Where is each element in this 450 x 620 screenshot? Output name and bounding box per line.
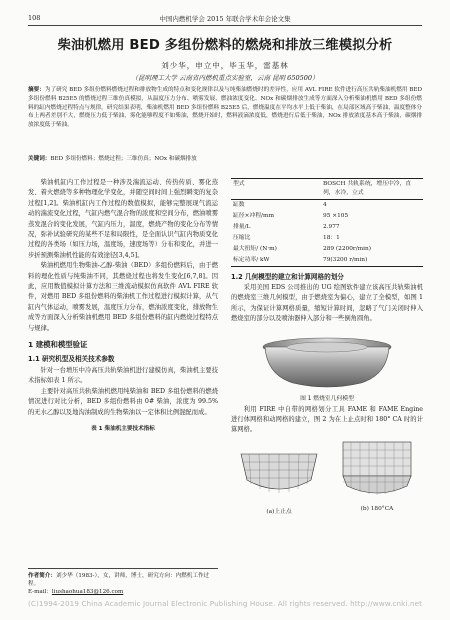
table-cell-value: 18：1 [323,235,340,241]
table-cell-parameter: 最大扭矩/ (N·m) [233,246,277,252]
table-cell-parameter: 标定功率/ kW [231,255,321,267]
mesh-180ca-image [331,440,423,504]
keywords-text: BED 多组份燃料；燃烧过程；三维仿真；NOx 和碳烟排放 [50,156,197,162]
intro-paragraph-1: 柴油机缸内工作过程是一种涉及湍流运动、传热传质、雾化蒸发、着火燃烧等多种物理化学变化，并随空间时间上强烈瞬变的复杂过程[1,2]。柴油机缸内工作过程的数值模拟，能够完整展现气流运动的湍流变化过程，气缸内燃气混合物的浓度和空间分布，燃油喷雾蒸发混合的变化发展，气缸内压力，温度，燃烧产物的变化分布等情况，弥补试验研究的某些不足和局限性，是全面认识气缸内物质变化过程的各类场（如压力场，温度场，速度场等）分布和变化，并进一步折预测柴油机性能的有效途径[3,4,5]。 [28,179,218,259]
page-number: 108 [28,14,41,22]
figure-2b-label: (b) 180°CA [360,505,394,512]
author-list: 刘少华，申立中，毕玉华，雷基林 [161,61,289,70]
section-paragraph-2: 主要针对高压共轨柴油机燃用纯柴油和 BED 多组份燃料的燃烧情况进行对比分析，BED 多组份燃料由 0# 柴油，浓度为 99.5%的无水乙醇以及地沟油制成的生物柴油以一定体积比例混配而成。 [28,387,218,416]
abstract-label: 摘要： [28,87,45,93]
copyright-watermark: (C)1994-2019 China Academic Journal Electronic Publishing House. All rights reserved. http://www.cnki.net [27,599,423,608]
abstract [28,86,422,130]
table-cell-parameter: 型式 [231,179,321,200]
right-text-1 [231,283,423,325]
table-cell-value: 95 ×105 [323,213,349,219]
table-cell-value: 4 [323,202,327,208]
table-row [231,255,423,267]
table-cell-value: 289 (2200r/min) [323,246,371,252]
table-cell-value: 2.977 [323,224,340,230]
email-link[interactable]: liushaohua183@126.com [51,589,124,595]
journal-title: 中国内燃机学会 2015 年联合学术年会论文集 [159,15,291,23]
subsection-heading-1-2: 1.2 几何模型的建立和计算网格的划分 [231,273,344,281]
mesh-paragraph: 利用 FIRE 中自带的网格划分工具 FAME 和 FAME Engine 进行体网格和动网格的建立，图 2 为在上止点时和 180° CA 时的计算网格。 [231,405,423,434]
table-row [231,233,423,244]
paper-title: 柴油机燃用 BED 多组份燃料的燃烧和排放三维模拟分析 [57,38,393,53]
table-cell-parameter: 缸数 [233,202,245,208]
section-heading-1: 1 建模和模型验证 [28,340,88,350]
author-footnote [28,568,218,596]
left-column [28,178,218,434]
combustion-chamber-model-image [231,329,423,391]
mesh-tdc-image [233,440,325,504]
table-row [231,179,423,200]
figure-1-caption: 图 1 燃烧室几何模型 [300,395,354,402]
email-label: E-mail： [28,589,52,595]
table-cell-parameter: 缸径×冲程/mm [233,213,274,219]
footnote-label: 作者简介： [28,573,56,579]
engine-spec-table [231,178,423,267]
affiliation: （昆明理工大学 云南省内燃机重点实验室，云南 昆明 650500） [131,74,319,82]
geometry-paragraph: 采用美国 EDS 公司推出的 UG 绘图软件建立该高压共轨柴油机的燃烧室三维几何模型，由于燃烧室为偏心，建立了全模型，如图 1 所示，为保证计算网格质量，缩短计算时间，忽略了气门关闭时伸入燃烧室的部分以及喷油器伸入部分和一些倒角圆角。 [231,284,423,323]
table-row [231,244,423,255]
table-cell-parameter: 排量/L [233,224,251,230]
running-header [28,14,422,26]
intro-paragraph-2: 柴油机燃用生物柴油-乙醇-柴油（BED）多组份燃料后，由于燃料的理化性质与纯柴油不同，其燃烧过程也将发生变化[6,7,8]。因此，应用数值模拟计算方法和三维流动模拟仿真软件 AVL FIRE 软件，对燃用 BED 多组份燃料的柴油机工作过程进行模拟计算，从气缸内气体运动，喷雾发展，温度压力分布，燃油浓度变化，排放物生成等方面深入分析柴油机燃用 BED 多组份燃料的缸内燃烧过程特点与规律。 [28,262,218,332]
keywords [28,155,422,163]
table-cell-value: 79(3200 r/min) [321,255,423,267]
figure-2-mesh [231,440,423,514]
subsection-heading-1-1: 1.1 研究机型及相关技术参数 [28,354,115,363]
keywords-label: 关键词： [28,156,51,162]
table-row [231,222,423,233]
abstract-text: 为了研究 BED 多组份燃料燃烧过程和排放物生成的特点和变化规律以及与纯柴油燃烧时的差异性，应用 AVL FIRE 软件进行高压共轨柴油机燃用 BED 多组份燃料 B25E5 的燃烧过程三维仿真模拟，从温度压力分布、喷雾发展、燃油浓度变化、NOx 和碳烟排放生成等方面深入分析柴油机燃用 BED 多组份燃料的缸内燃烧过程特点与规律。研究结果表明，柴油机燃用 BED 多组份燃料 B25E5 后，燃烧温度在平均水平上低于柴油，在局部区域高于柴油，温度整体分布上两者差别不大，燃烧压力低于柴油，雾化能够程度不如柴油，燃烧开始时，燃料液滴浓度低，燃烧进行后低于柴油，NOx 排放浓度基本高于柴油，碳烟排放浓度低于柴油。 [28,87,422,129]
footnote-text: 刘少华（1983-），女，讲师，博士，研究方向：内燃机工作过程。 [28,573,210,587]
right-column [231,178,423,514]
table-row [231,200,423,212]
table-cell-value: BOSCH 共轨系统，增压中冷，直列，水冷，立式 [321,179,423,200]
figure-1-combustion-chamber [231,329,423,391]
right-text-2 [231,405,423,436]
table-caption: 表 1 柴油机主要技术指标 [91,425,155,432]
table-cell-parameter: 压缩比 [233,235,251,241]
table-row [231,211,423,222]
section-paragraph-1: 针对一台增压中冷高压共轨柴油机进行建模仿真，柴油机主要技术指标如表 1 所示。 [28,366,218,385]
figure-2a-label: (a)上止点 [266,508,292,515]
